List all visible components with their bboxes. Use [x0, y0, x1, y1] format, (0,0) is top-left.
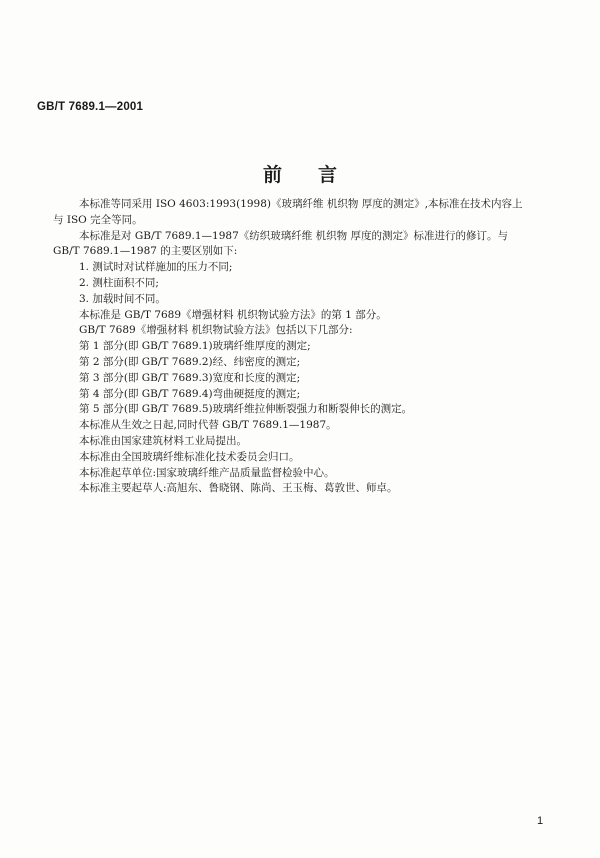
list-item: 第 5 部分(即 GB/T 7689.5)玻璃纤维拉伸断裂强力和断裂伸长的测定。 — [79, 403, 413, 416]
paragraph-line: GB/T 7689.1—1987 的主要区别如下: — [53, 245, 238, 258]
page-number: 1 — [537, 815, 544, 827]
list-item: 第 4 部分(即 GB/T 7689.4)弯曲硬挺度的测定; — [79, 387, 301, 400]
list-item: 2. 测柱面积不同; — [79, 276, 159, 289]
paragraph-line: GB/T 7689《增强材料 机织物试验方法》包括以下几部分: — [79, 324, 353, 337]
list-item: 第 1 部分(即 GB/T 7689.1)玻璃纤维厚度的测定; — [79, 340, 311, 353]
list-item: 第 2 部分(即 GB/T 7689.2)经、纬密度的测定; — [79, 355, 301, 368]
standard-code: GB/T 7689.1—2001 — [37, 101, 144, 113]
paragraph-line: 与 ISO 完全等同。 — [53, 213, 143, 226]
paragraph-line: 本标准起草单位:国家玻璃纤维产品质量监督检验中心。 — [79, 466, 335, 479]
paragraph-line: 本标准是对 GB/T 7689.1—1987《纺织玻璃纤维 机织物 厚度的测定》标准进行的修订。与 — [79, 229, 508, 242]
paragraph-line: 本标准从生效之日起,同时代替 GB/T 7689.1—1987。 — [79, 419, 337, 432]
list-item: 3. 加载时间不同。 — [79, 292, 166, 305]
page-title: 前言 — [262, 164, 373, 186]
paragraph-line: 本标准主要起草人:高旭东、鲁晓钢、陈尚、王玉梅、葛敦世、师卓。 — [79, 482, 398, 495]
paragraph-line: 本标准等同采用 ISO 4603:1993(1998)《玻璃纤维 机织物 厚度的测定》,本标准在技术内容上 — [79, 198, 523, 210]
paragraph-line: 本标准由国家建筑材料工业局提出。 — [79, 434, 247, 447]
list-item: 第 3 部分(即 GB/T 7689.3)宽度和长度的测定; — [79, 371, 301, 384]
paragraph-line: 本标准由全国玻璃纤维标准化技术委员会归口。 — [79, 450, 300, 463]
paragraph-line: 本标准是 GB/T 7689《增强材料 机织物试验方法》的第 1 部分。 — [79, 308, 387, 321]
body-text — [53, 197, 556, 497]
list-item: 1. 测试时对试样施加的压力不同; — [79, 261, 233, 274]
